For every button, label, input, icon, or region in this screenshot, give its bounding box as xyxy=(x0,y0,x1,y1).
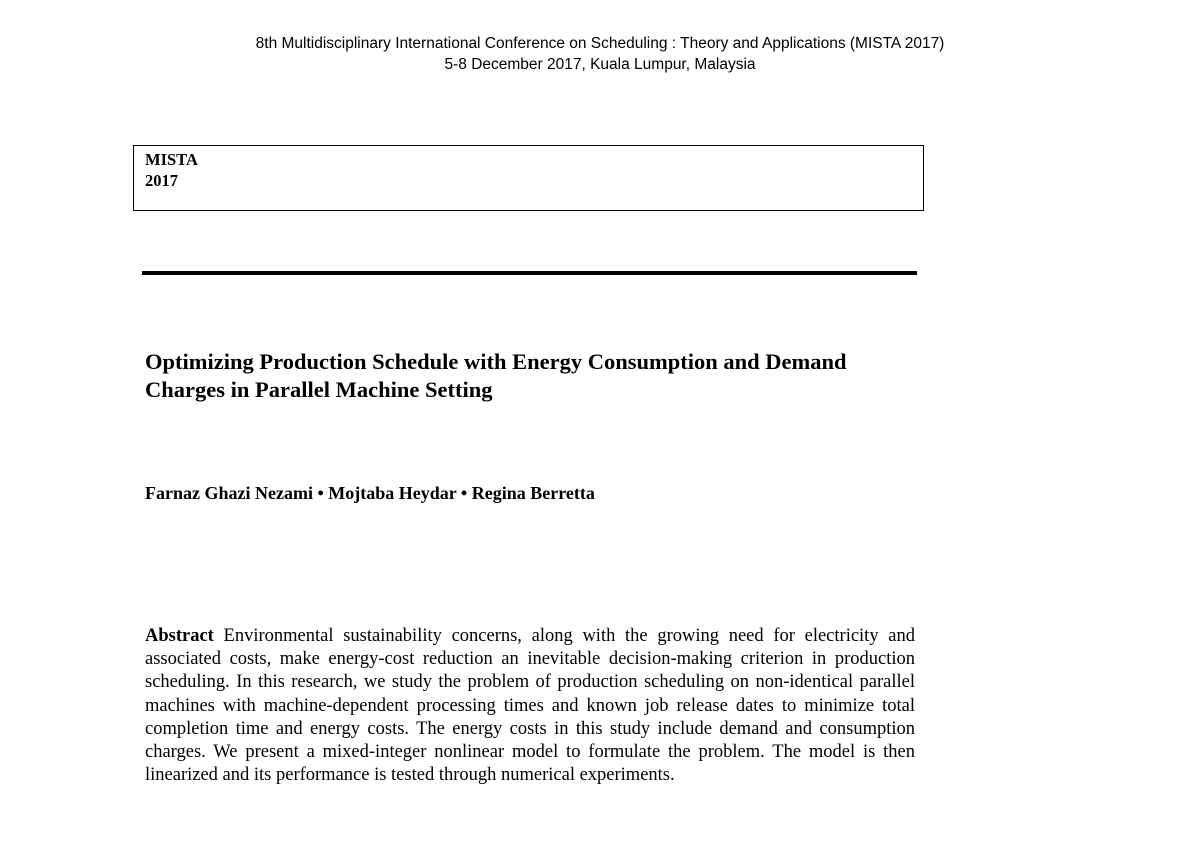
conference-name: 8th Multidisciplinary International Conference on Scheduling : Theory and Applications (MISTA 2017) xyxy=(255,35,945,52)
mista-box xyxy=(133,145,924,211)
paper-authors: Farnaz Ghazi Nezami • Mojtaba Heydar • Regina Berretta xyxy=(145,483,595,503)
horizontal-rule xyxy=(142,271,917,275)
abstract-text: Environmental sustainability concerns, along with the growing need for electricity and associated costs, make energy-cost reduction an inevitable decision-making criterion in production scheduling. In this research, we study the problem of production scheduling on non-identical parallel machines with machine-dependent processing times and known job release dates to minimize total completion time and energy costs. The energy costs in this study include demand and consumption charges. We present a mixed-integer nonlinear model to formulate the problem. The model is then linearized and its performance is tested through numerical experiments. xyxy=(145,626,915,786)
abstract xyxy=(145,625,915,787)
paper-title: Optimizing Production Schedule with Energy Consumption and Demand Charges in Parallel Machine Setting xyxy=(145,349,847,402)
conference-date-location: 5-8 December 2017, Kuala Lumpur, Malaysia xyxy=(444,56,756,73)
conference-header xyxy=(0,33,1200,75)
mista-label: MISTA xyxy=(145,150,198,169)
abstract-label: Abstract xyxy=(145,626,214,646)
mista-year: 2017 xyxy=(145,171,178,190)
